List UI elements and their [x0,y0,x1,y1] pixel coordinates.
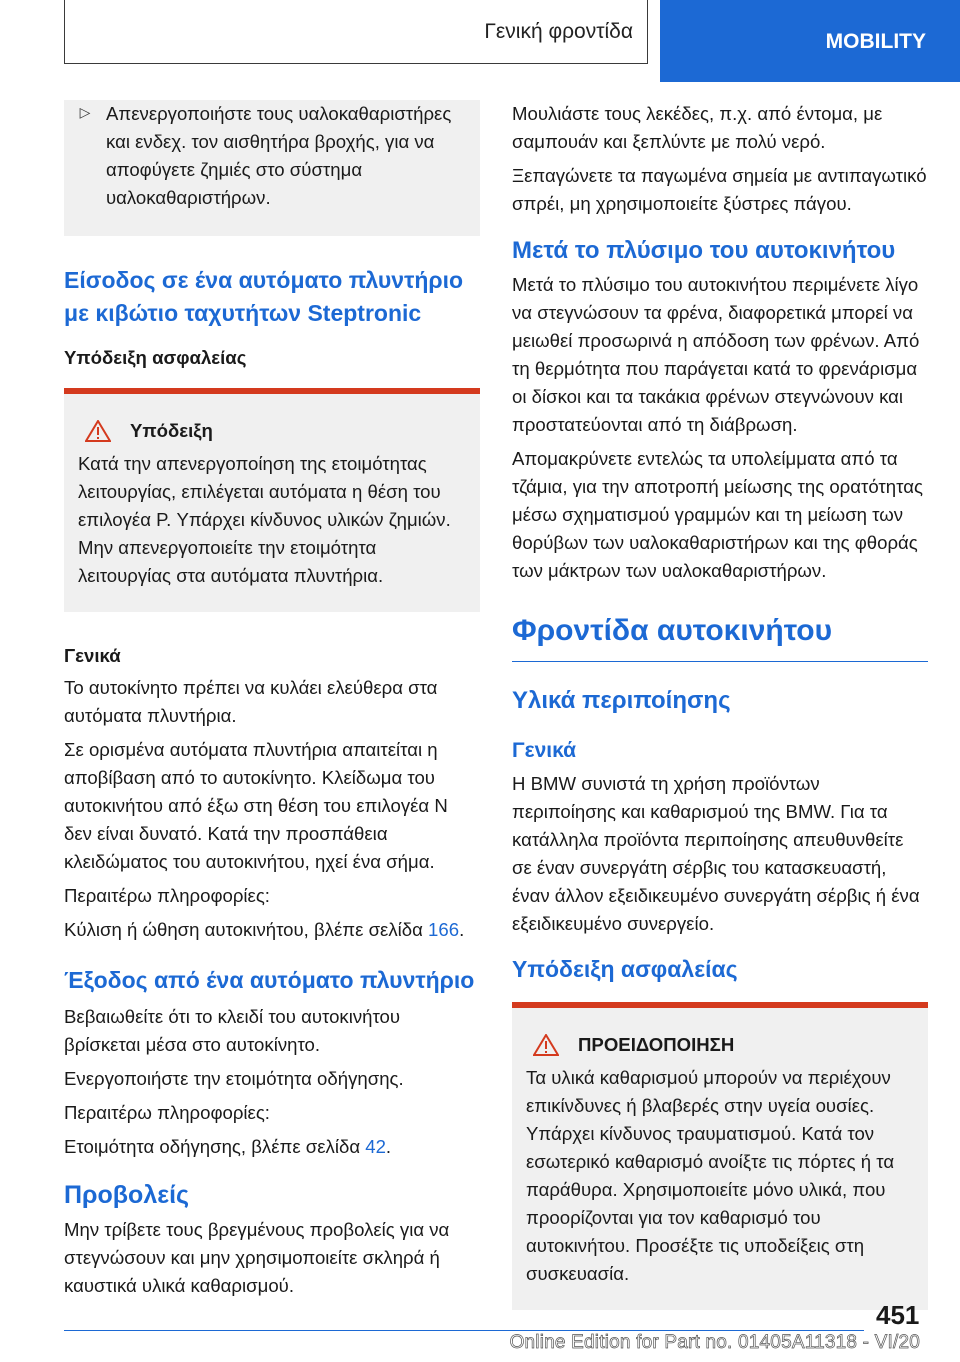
heading-safety-note: Υπόδειξη ασφαλείας [512,956,738,982]
right-column [512,100,928,1340]
paragraph: Περαιτέρω πληροφορίες: [64,885,270,906]
heading-general: Γενικά [512,739,577,762]
section-header [64,0,648,64]
heading-care-products: Υλικά περιποίησης [512,687,731,714]
note-box [64,388,480,612]
heading-headlights: Προβολείς [64,1181,190,1209]
chapter-tab-label: MOBILITY [825,30,926,53]
page-link-42[interactable]: 42 [365,1136,386,1157]
paragraph: Κύλιση ή ώθηση αυτοκινήτου, βλέπε σελίδα 166. [64,919,465,940]
note-title: Υπόδειξη [130,420,213,441]
chapter-tab[interactable] [660,0,960,82]
section-title: Γενική φροντίδα [484,19,633,43]
step-box [64,100,480,236]
warning-text: Τα υλικά καθαρισμού μπορούν να περιέχουν επικίνδυνες ή βλαβερές στην υγεία ουσίες. Υπάρχει κίνδυνος τραυματισμού. Κατά τον εσωτερικό καθαρισμό ανοίξτε τις πόρτες ή τα παράθυρα. Χρησιμοποιείτε μόνο υλικά, που προορίζονται για τον καθαρισμό του αυτοκινήτου. Προσέξτε τις υποδείξεις στη συσκευασία. [526,1067,895,1284]
step-text: Απενεργοποιήστε τους υαλοκαθαριστήρες και ενδεχ. τον αισθητήρα βροχής, για να αποφύγετε ζημιές στο σύστημα υαλοκαθαριστήρων. [106,103,452,208]
chapter-title: Φροντίδα αυτοκινήτου [512,609,928,662]
warning-triangle-icon [526,1034,566,1056]
paragraph: Η BMW συνιστά τη χρήση προϊόντων περιποίησης και καθαρισμού της BMW. Για τα κατάλληλα προϊόντα περιποίησης απευθυνθείτε σε έναν συνεργάτη σέρβις του κατασκευαστή, έναν άλλον εξειδικευμένο συνεργάτη σέρβις ή ένα εξειδικευμένο συνεργείο. [512,773,920,934]
heading-exit: Έξοδος από ένα αυτόματο πλυντήριο [64,967,475,993]
heading-steptronic: Είσοδος σε ένα αυτόματο πλυντήριο με κιβώτιο ταχυτήτων Steptronic [64,267,464,326]
page-link-166[interactable]: 166 [428,919,460,940]
paragraph: Βεβαιωθείτε ότι το κλειδί του αυτοκινήτου βρίσκεται μέσα στο αυτοκίνητο. [64,1006,401,1055]
paragraph: Απομακρύνετε εντελώς τα υπολείμματα από τα τζάμια, για την αποτροπή μείωσης της ορατότητας μέσω σχηματισμού γραμμών και τη μείωση των θορύβων των υαλοκαθαριστήρων και της φθοράς των μάκτρων των υαλοκαθαριστήρων. [512,448,923,581]
step-triangle-icon: ▷ [79,104,91,120]
paragraph: Μουλιάστε τους λεκέδες, π.χ. από έντομα, με σαμπουάν και ξεπλύντε με πολύ νερό. [512,103,883,152]
heading-general: Γενικά [64,645,121,666]
paragraph: Ετοιμότητα οδήγησης, βλέπε σελίδα 42. [64,1136,392,1157]
paragraph: Το αυτοκίνητο πρέπει να κυλάει ελεύθερα στα αυτόματα πλυντήρια. [64,677,438,726]
footer-divider [64,1330,864,1331]
paragraph: Ξεπαγώνετε τα παγωμένα σημεία με αντιπαγωτικό σπρέι, μη χρησιμοποιείτε ξύστρες πάγου. [512,165,927,214]
paragraph: Περαιτέρω πληροφορίες: [64,1102,270,1123]
page-number: 451 [876,1300,920,1330]
paragraph: Μην τρίβετε τους βρεγμένους προβολείς για να στεγνώσουν και μην χρησιμοποιείτε σκληρά ή καυστικά υλικά καθαρισμού. [64,1219,450,1296]
paragraph: Σε ορισμένα αυτόματα πλυντήρια απαιτείται η αποβίβαση από το αυτοκίνητο. Κλείδωμα του αυτοκινήτου από έξω στη θέση του επιλογέα N δεν είναι δυνατό. Κατά την προσπάθεια κλειδώματος του αυτοκινήτου, ηχεί ένα σήμα. [64,739,448,872]
heading-safety-note: Υπόδειξη ασφαλείας [64,347,247,368]
heading-after-wash: Μετά το πλύσιμο του αυτοκινήτου [512,237,896,264]
warning-triangle-icon [78,420,118,442]
paragraph: Μετά το πλύσιμο του αυτοκινήτου περιμένετε λίγο να στεγνώσουν τα φρένα, διαφορετικά μπορεί να μειωθεί προσωρινά η απόδοση των φρένων. Από τη θερμότητα που παράγεται κατά το φρενάρισμα οι δίσκοι και τα τακάκια φρένων στεγνώνουν και προστατεύονται από τη διάβρωση. [512,274,920,435]
note-text: Κατά την απενεργοποίηση της ετοιμότητας λειτουργίας, επιλέγεται αυτόματα η θέση του επιλογέα P. Υπάρχει κίνδυνος υλικών ζημιών. Μην απενεργοποιείτε την ετοιμότητα λειτουργίας στα αυτόματα πλυντήρια. [78,453,451,586]
footer-edition: Online Edition for Part no. 01405A11318 - VI/20 [509,1332,920,1353]
paragraph: Ενεργοποιήστε την ετοιμότητα οδήγησης. [64,1068,404,1089]
warning-box [512,1002,928,1310]
left-column [64,100,480,1306]
warning-title: ΠΡΟΕΙΔΟΠΟΙΗΣΗ [578,1034,735,1055]
